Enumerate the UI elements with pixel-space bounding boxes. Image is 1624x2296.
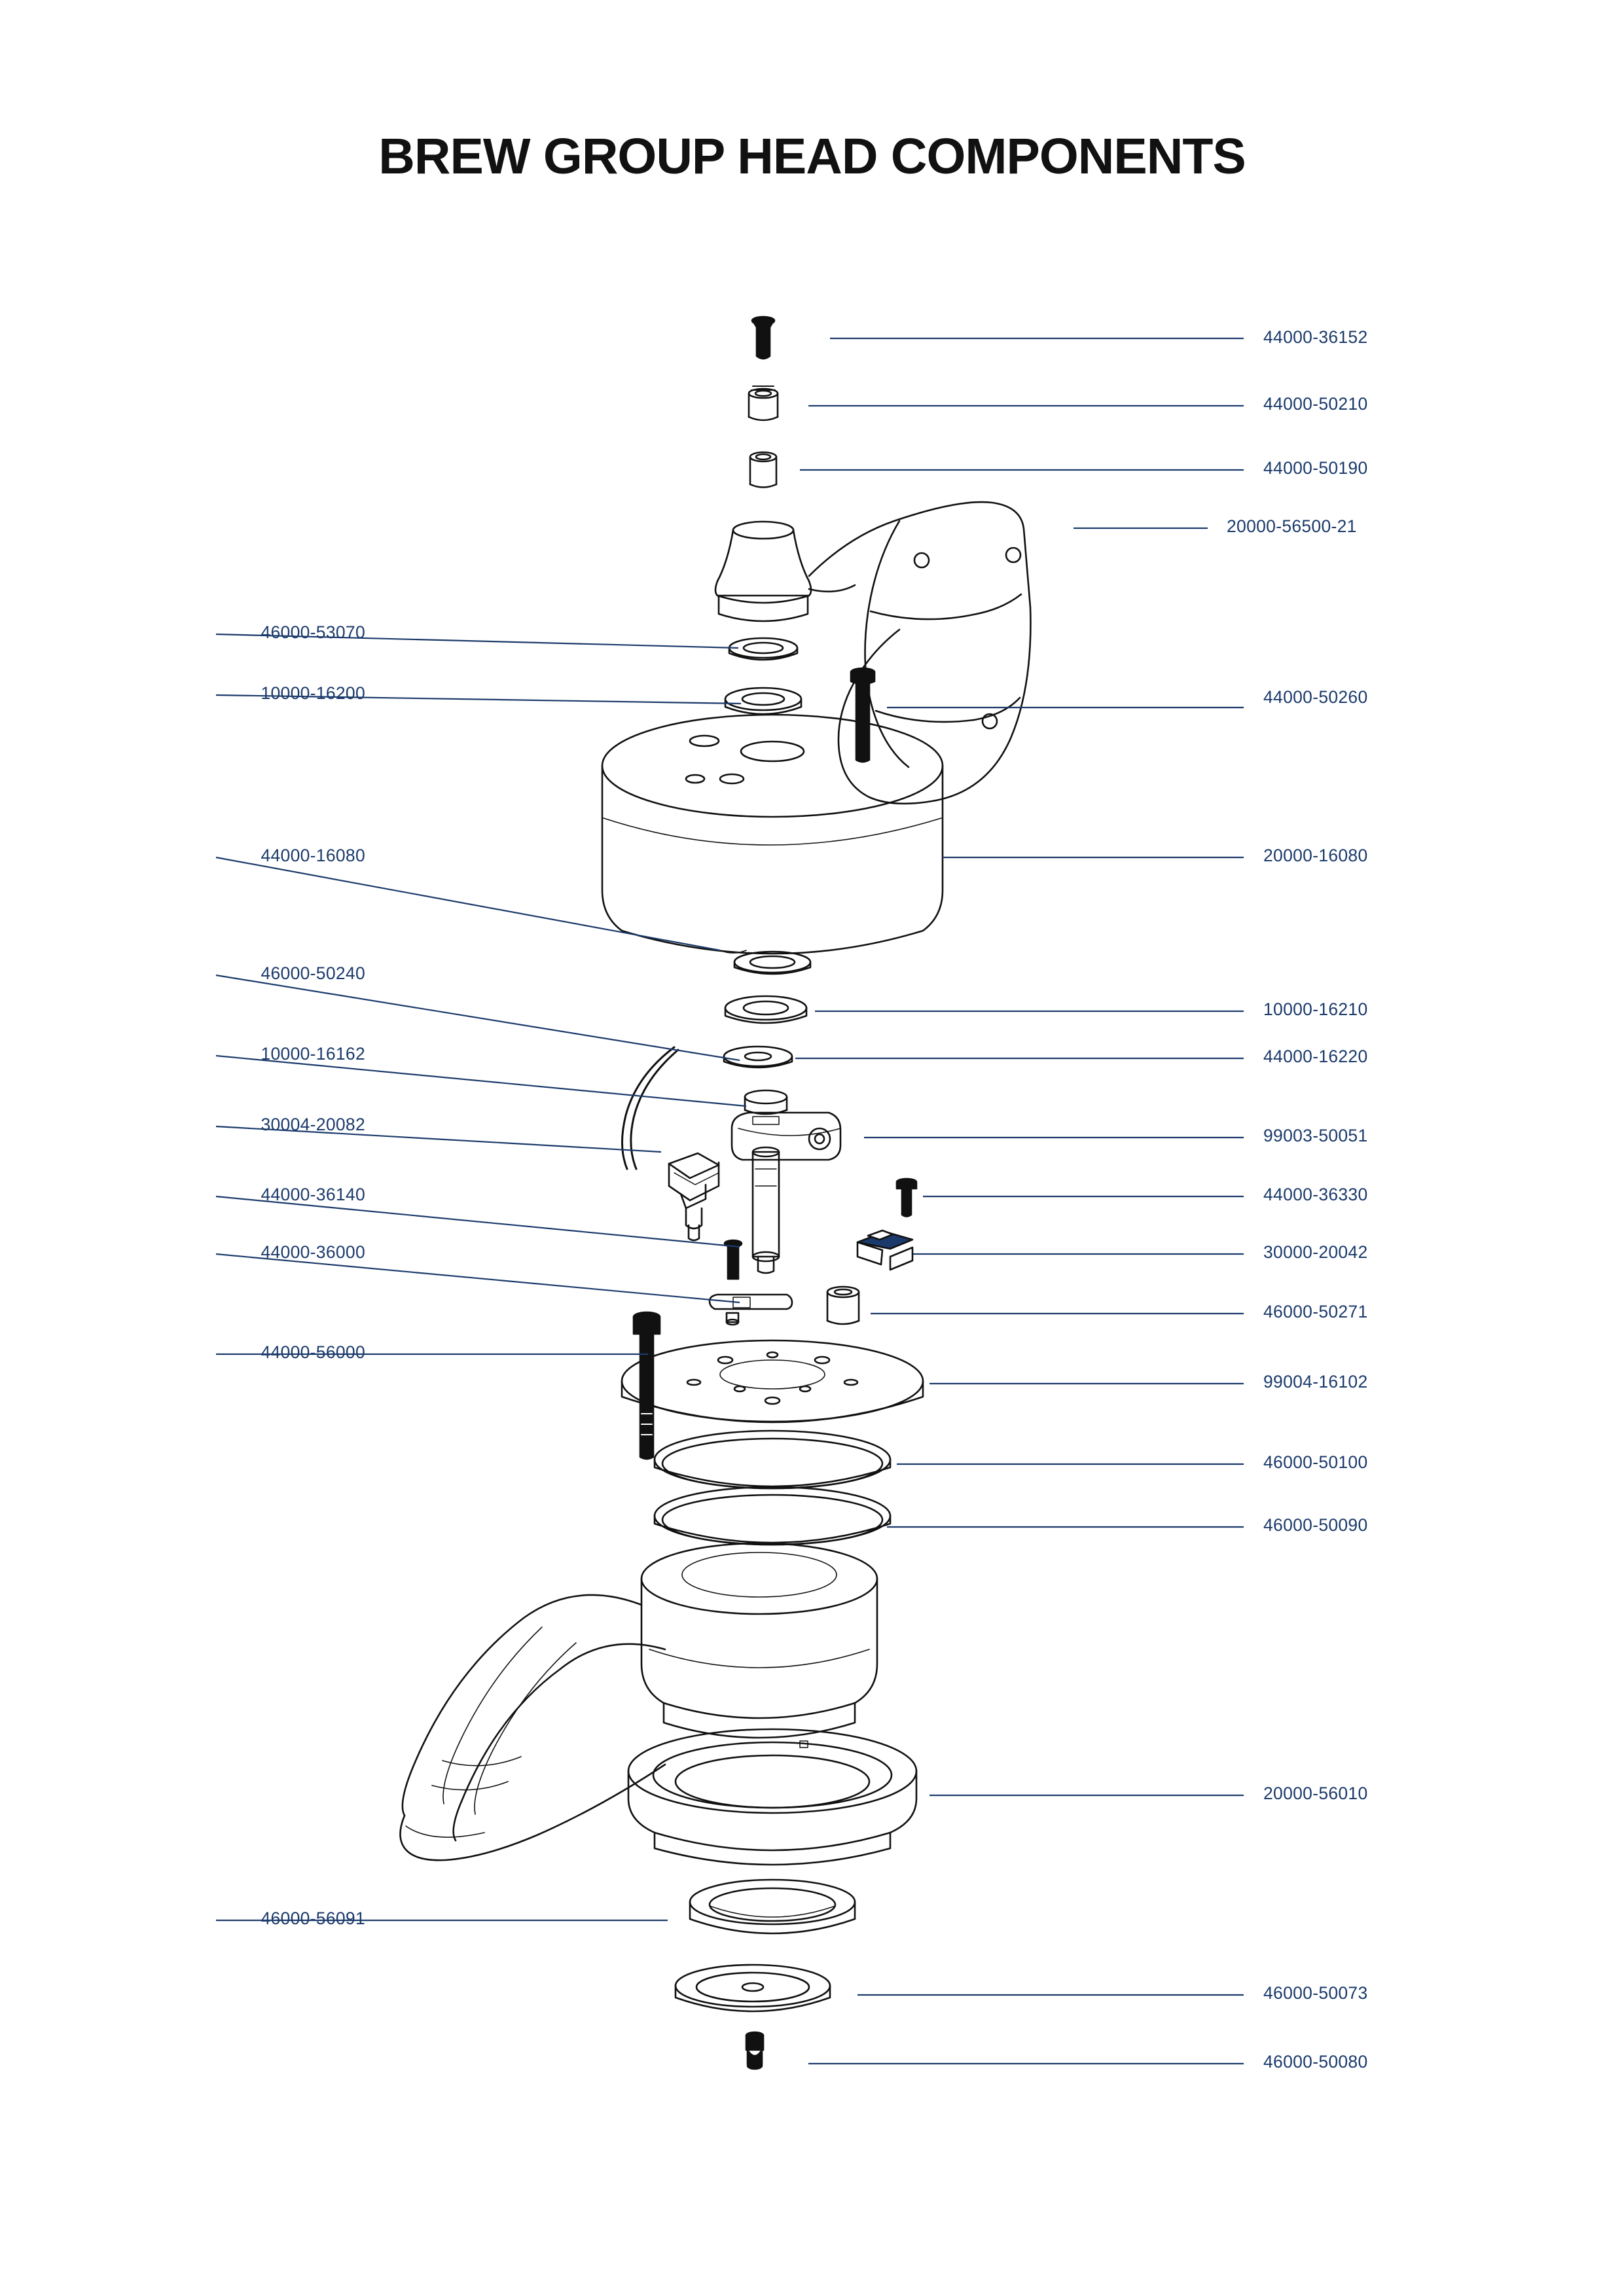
part-label-20000-56500-21: 20000-56500-21 [1227, 516, 1357, 536]
part-label-44000-56000: 44000-56000 [261, 1342, 365, 1362]
part-44000-36330 [897, 1179, 916, 1217]
part-44000-50210 [749, 386, 778, 420]
part-label-44000-16080: 44000-16080 [261, 846, 365, 865]
part-label-10000-16162: 10000-16162 [261, 1044, 365, 1064]
part-20000-56010 [628, 1729, 916, 1865]
part-label-44000-36000: 44000-36000 [261, 1242, 365, 1262]
part-label-44000-50190: 44000-50190 [1263, 458, 1368, 478]
part-label-46000-50100: 46000-50100 [1263, 1452, 1368, 1472]
part-44000-36000 [710, 1295, 792, 1325]
part-label-20000-56010: 20000-56010 [1263, 1784, 1368, 1803]
part-label-46000-50073: 46000-50073 [1263, 1983, 1368, 2003]
part-label-46000-53070: 46000-53070 [261, 622, 365, 642]
part-label-99003-50051: 99003-50051 [1263, 1126, 1368, 1145]
part-46000-53070 [729, 638, 797, 660]
part-label-44000-36152: 44000-36152 [1263, 327, 1368, 347]
part-46000-50240 [734, 952, 810, 974]
part-99004-16102 [622, 1340, 923, 1422]
leader-line-44000-16080 [216, 857, 720, 950]
part-label-30004-20082: 30004-20082 [261, 1115, 365, 1134]
part-label-30000-20042: 30000-20042 [1263, 1242, 1368, 1262]
part-label-44000-50210: 44000-50210 [1263, 394, 1368, 414]
part-46000-50073 [676, 1965, 830, 2011]
part-label-46000-56091: 46000-56091 [261, 1909, 365, 1928]
part-label-44000-16220: 44000-16220 [1263, 1047, 1368, 1066]
part-label-44000-36330: 44000-36330 [1263, 1185, 1368, 1204]
part-10000-16162 [753, 1147, 779, 1273]
part-44000-50260 [851, 668, 875, 762]
part-label-20000-16080: 20000-16080 [1263, 846, 1368, 865]
part-10000-16210 [725, 996, 806, 1023]
part-46000-50271 [827, 1287, 859, 1324]
part-label-46000-50271: 46000-50271 [1263, 1302, 1368, 1321]
part-46000-50100 [655, 1431, 890, 1488]
part-label-10000-16210: 10000-16210 [1263, 999, 1368, 1019]
part-46000-56091 [690, 1880, 855, 1933]
part-44000-36152 [752, 317, 774, 359]
part-label-46000-50090: 46000-50090 [1263, 1515, 1368, 1535]
part-10000-16200 [725, 688, 801, 714]
part-label-46000-50080: 46000-50080 [1263, 2052, 1368, 2072]
part-46000-50080 [746, 2032, 763, 2069]
part-30004-20082 [622, 1047, 719, 1240]
part-44000-56000 [634, 1312, 660, 1459]
part-99003-50051 [732, 1090, 840, 1160]
part-44000-16220 [724, 1047, 792, 1067]
part-30000-20042 [857, 1230, 912, 1270]
part-label-44000-50260: 44000-50260 [1263, 687, 1368, 707]
part-label-99004-16102: 99004-16102 [1263, 1372, 1368, 1391]
part-label-10000-16200: 10000-16200 [261, 683, 365, 703]
part-44000-50190 [750, 452, 776, 488]
page-title: BREW GROUP HEAD COMPONENTS [378, 128, 1246, 185]
part-46000-50090 [655, 1487, 890, 1545]
part-label-46000-50240: 46000-50240 [261, 963, 365, 983]
part-label-44000-36140: 44000-36140 [261, 1185, 365, 1204]
